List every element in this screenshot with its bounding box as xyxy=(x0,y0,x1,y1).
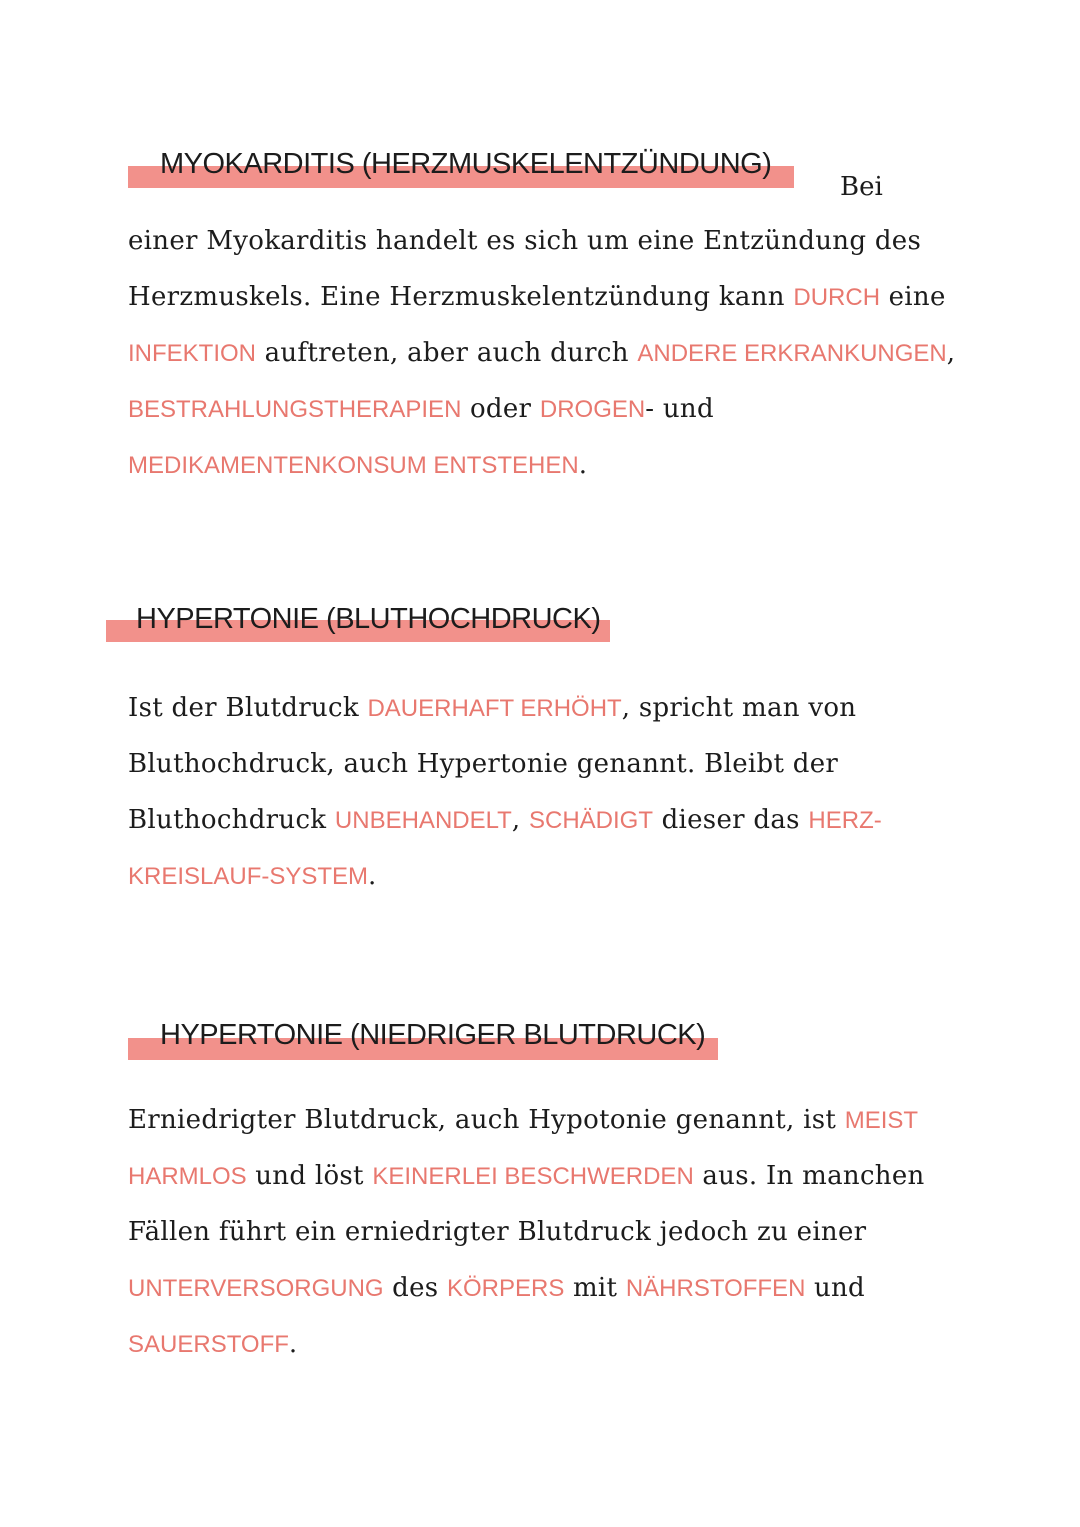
lead-word: Bei xyxy=(840,172,883,202)
highlighted-term: ANDERE ERKRANKUNGEN xyxy=(637,340,947,367)
text-segment: und xyxy=(805,1273,866,1303)
text-line xyxy=(128,394,714,424)
text-segment: eine xyxy=(880,282,946,312)
highlighted-term: KEINERLEI BESCHWERDEN xyxy=(372,1163,694,1190)
heading-hypertonie: HYPERTONIE (BLUTHOCHDRUCK) xyxy=(136,603,601,635)
text-segment: - und xyxy=(645,394,714,424)
highlighted-term: NÄHRSTOFFEN xyxy=(625,1275,806,1302)
highlighted-term: BESTRAHLUNGSTHERAPIEN xyxy=(128,396,462,423)
highlighted-term: INFEKTION xyxy=(128,340,257,367)
highlighted-term: MEIST xyxy=(844,1107,919,1134)
text-segment: mit xyxy=(564,1273,626,1303)
text-segment: Bluthochdruck xyxy=(128,805,335,835)
text-line xyxy=(128,805,882,835)
text-line xyxy=(128,338,955,368)
text-segment: aus. In manchen xyxy=(693,1161,925,1191)
text-segment: Herzmuskels. Eine Herzmuskelentzündung kann xyxy=(128,282,794,312)
text-line xyxy=(128,282,946,312)
text-segment: dieser das xyxy=(653,805,809,835)
highlighted-term: KREISLAUF-SYSTEM xyxy=(128,863,369,890)
highlighted-term: HARMLOS xyxy=(128,1163,247,1190)
text-segment: , xyxy=(511,805,529,835)
highlighted-term: SAUERSTOFF xyxy=(128,1331,289,1358)
text-segment: des xyxy=(383,1273,447,1303)
text-segment: . xyxy=(368,861,377,891)
text-segment: auftreten, aber auch durch xyxy=(256,338,638,368)
text-line xyxy=(128,1105,918,1135)
text-segment: Erniedrigter Blutdruck, auch Hypotonie genannt, ist xyxy=(128,1105,845,1135)
text-line xyxy=(128,861,377,891)
text-segment: und löst xyxy=(246,1161,373,1191)
text-segment: . xyxy=(578,450,588,480)
highlighted-term: UNTERVERSORGUNG xyxy=(128,1275,384,1302)
highlighted-term: HERZ- xyxy=(808,807,882,834)
highlighted-term: UNBEHANDELT xyxy=(334,807,512,834)
text-segment: oder xyxy=(461,394,540,424)
text-line xyxy=(128,450,587,480)
text-line xyxy=(128,1273,865,1303)
text-segment: Fällen führt ein erniedrigter Blutdruck jedoch zu einer xyxy=(128,1217,867,1247)
heading-myokarditis: MYOKARDITIS (HERZMUSKELENTZÜNDUNG) xyxy=(160,148,772,180)
text-segment: einer Myokarditis handelt es sich um eine Entzündung des xyxy=(128,226,922,256)
highlighted-term: KÖRPERS xyxy=(447,1275,565,1302)
text-segment: Bluthochdruck, auch Hypertonie genannt. Bleibt der xyxy=(128,749,839,779)
highlighted-term: DAUERHAFT ERHÖHT xyxy=(367,695,622,722)
highlighted-term: DURCH xyxy=(793,284,881,311)
heading-hypotonie: HYPERTONIE (NIEDRIGER BLUTDRUCK) xyxy=(160,1019,706,1051)
highlighted-term: DROGEN xyxy=(539,396,646,423)
text-line xyxy=(128,693,856,723)
text-line xyxy=(128,1217,866,1247)
highlighted-term: MEDIKAMENTENKONSUM ENTSTEHEN xyxy=(128,452,579,479)
text-segment: Ist der Blutdruck xyxy=(128,693,368,723)
text-segment: , xyxy=(946,338,956,368)
text-line xyxy=(128,1161,925,1191)
text-line xyxy=(128,226,921,256)
text-segment: , spricht man von xyxy=(621,693,857,723)
highlighted-term: SCHÄDIGT xyxy=(528,807,653,834)
text-line xyxy=(128,749,838,779)
text-segment: . xyxy=(288,1329,298,1359)
text-line xyxy=(128,1329,298,1359)
